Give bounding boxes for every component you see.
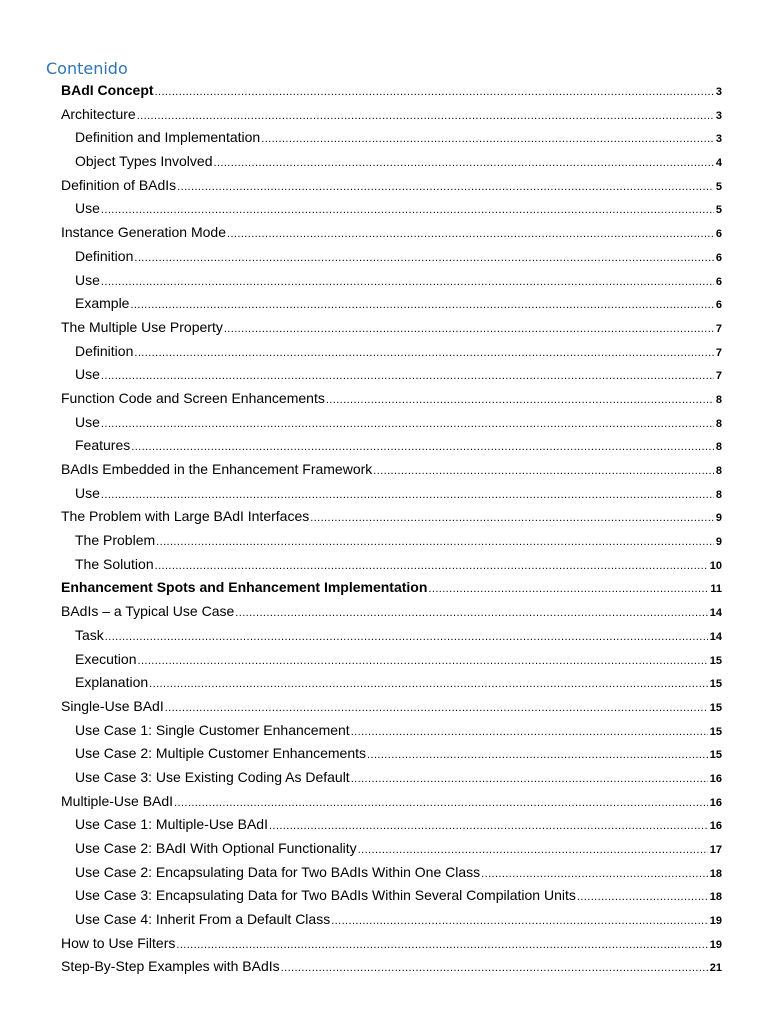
dot-leader <box>227 223 714 247</box>
toc-entry-title: The Problem with Large BAdI Interfaces <box>61 508 310 525</box>
toc-entry[interactable] <box>61 387 722 411</box>
toc-entry-page-number: 6 <box>715 299 722 312</box>
dot-leader <box>174 792 708 816</box>
toc-list <box>0 79 768 979</box>
toc-entry-page-number: 8 <box>715 488 722 501</box>
dot-leader <box>261 128 714 152</box>
toc-entry[interactable] <box>75 245 722 269</box>
toc-entry-page-number: 5 <box>715 180 722 193</box>
toc-entry[interactable] <box>75 813 722 837</box>
toc-entry-page-number: 19 <box>709 938 722 951</box>
toc-entry-title: Definition and Implementation <box>75 129 261 146</box>
toc-entry-title: Definition of BAdIs <box>61 176 177 193</box>
toc-entry-page-number: 7 <box>715 370 722 383</box>
toc-entry-title: Use <box>75 366 100 383</box>
toc-entry-title: Use Case 4: Inherit From a Default Class <box>75 911 331 928</box>
toc-entry-title: Multiple-Use BAdI <box>61 792 174 809</box>
dot-leader <box>149 673 708 697</box>
toc-entry-page-number: 14 <box>709 630 722 643</box>
toc-entry[interactable] <box>75 837 722 861</box>
dot-leader <box>269 815 708 839</box>
dot-leader <box>105 626 708 650</box>
toc-entry-title: BAdIs Embedded in the Enhancement Framework <box>61 461 373 477</box>
toc-entry-title: Architecture <box>61 105 136 122</box>
dot-leader <box>358 839 708 863</box>
toc-entry-title: Use Case 3: Encapsulating Data for Two BAdIs Within Several Compilation Units <box>75 887 576 904</box>
toc-entry-page-number: 17 <box>709 844 722 856</box>
dot-leader <box>131 436 714 460</box>
dot-leader <box>373 460 714 484</box>
dot-leader <box>101 199 714 223</box>
toc-entry[interactable] <box>75 529 722 553</box>
toc-entry-title: Use Case 1: Single Customer Enhancement <box>75 721 350 738</box>
dot-leader <box>156 531 714 555</box>
toc-entry-page-number: 18 <box>709 867 722 880</box>
toc-entry[interactable] <box>75 292 722 316</box>
toc-entry-title: Use <box>75 484 100 501</box>
toc-entry-page-number: 15 <box>709 654 722 667</box>
toc-entry-title: Use Case 2: Multiple Customer Enhancements <box>75 745 367 762</box>
toc-entry-title: How to Use Filters <box>61 934 176 951</box>
toc-entry[interactable] <box>75 434 722 458</box>
toc-entry-title: Single-Use BAdI <box>61 697 164 714</box>
toc-entry[interactable] <box>61 103 722 127</box>
dot-leader <box>134 342 714 366</box>
toc-entry-title: Use Case 1: Multiple-Use BAdI <box>75 816 268 833</box>
toc-entry-page-number: 9 <box>715 512 722 525</box>
dot-leader <box>310 507 714 531</box>
dot-leader <box>331 910 708 934</box>
toc-entry[interactable] <box>61 790 722 814</box>
toc-entry-title: Use <box>75 413 100 430</box>
toc-entry-page-number: 18 <box>709 891 722 904</box>
toc-entry[interactable] <box>75 126 722 150</box>
toc-entry-page-number: 4 <box>715 157 722 170</box>
toc-entry-page-number: 6 <box>715 228 722 241</box>
toc-entry[interactable] <box>61 174 722 198</box>
toc-entry-title: Function Code and Screen Enhancements <box>61 389 325 406</box>
toc-entry-title: Definition <box>75 247 134 264</box>
toc-entry-page-number: 15 <box>709 749 722 762</box>
dot-leader <box>137 105 714 129</box>
toc-entry[interactable] <box>75 150 722 174</box>
toc-entry[interactable] <box>75 340 722 364</box>
toc-entry[interactable] <box>61 576 722 600</box>
toc-entry[interactable] <box>75 861 722 885</box>
toc-entry[interactable] <box>75 884 722 908</box>
toc-entry-title: Use <box>75 271 100 288</box>
toc-entry-page-number: 19 <box>709 915 722 928</box>
toc-heading: Contenido <box>46 59 128 78</box>
toc-entry[interactable] <box>61 955 722 979</box>
toc-entry-title: Step-By-Step Examples with BAdIs <box>61 958 280 975</box>
toc-entry[interactable] <box>75 363 722 387</box>
toc-entry-title: Features <box>75 437 131 454</box>
toc-entry[interactable] <box>75 269 722 293</box>
dot-leader <box>130 294 713 318</box>
toc-entry-page-number: 9 <box>715 536 722 549</box>
toc-entry[interactable] <box>75 908 722 932</box>
toc-entry-page-number: 15 <box>709 678 722 691</box>
toc-entry-title: Object Types Involved <box>75 153 213 170</box>
toc-entry-title: Task <box>75 626 104 643</box>
toc-entry-page-number: 15 <box>709 725 722 738</box>
toc-entry-page-number: 5 <box>715 204 722 217</box>
dot-leader <box>326 389 714 413</box>
toc-entry-page-number: 14 <box>709 607 722 620</box>
dot-leader <box>101 271 714 295</box>
toc-entry[interactable] <box>61 600 722 624</box>
toc-entry-title: Execution <box>75 650 137 667</box>
toc-entry-page-number: 15 <box>709 701 722 714</box>
dot-leader <box>351 721 708 745</box>
dot-leader <box>155 555 708 579</box>
toc-entry-page-number: 8 <box>715 465 722 477</box>
toc-entry[interactable] <box>75 197 722 221</box>
toc-entry-page-number: 16 <box>709 772 722 785</box>
toc-entry-title: The Multiple Use Property <box>61 318 223 335</box>
toc-entry[interactable] <box>75 411 722 435</box>
toc-entry[interactable] <box>75 553 722 577</box>
toc-entry-page-number: 6 <box>715 251 722 264</box>
toc-entry-page-number: 10 <box>709 559 722 572</box>
toc-entry-page-number: 11 <box>710 583 722 596</box>
toc-entry[interactable] <box>61 695 722 719</box>
dot-leader <box>101 484 714 508</box>
dot-leader <box>176 934 707 958</box>
toc-entry-page-number: 8 <box>715 417 722 430</box>
dot-leader <box>224 318 714 342</box>
toc-entry[interactable] <box>61 932 722 956</box>
toc-entry-page-number: 8 <box>715 441 722 454</box>
toc-entry-title: The Solution <box>75 555 154 572</box>
dot-leader <box>165 697 708 721</box>
dot-leader <box>101 365 714 389</box>
toc-entry[interactable] <box>75 719 722 743</box>
toc-entry[interactable] <box>61 221 722 245</box>
toc-entry[interactable] <box>75 766 722 790</box>
toc-entry-title: Use Case 2: BAdI With Optional Functionality <box>75 840 357 856</box>
toc-entry-title: Instance Generation Mode <box>61 224 226 241</box>
toc-entry-page-number: 3 <box>715 86 722 98</box>
toc-entry-title: Use Case 2: Encapsulating Data for Two BAdIs Within One Class <box>75 863 481 880</box>
toc-entry-page-number: 6 <box>715 275 722 288</box>
toc-entry[interactable] <box>75 482 722 506</box>
toc-entry-page-number: 3 <box>715 109 722 122</box>
dot-leader <box>281 957 708 981</box>
toc-entry-page-number: 7 <box>715 346 722 359</box>
toc-entry[interactable] <box>61 505 722 529</box>
toc-entry-page-number: 21 <box>709 962 722 975</box>
dot-leader <box>134 247 714 271</box>
toc-entry-title: Use <box>75 200 100 217</box>
toc-entry-title: BAdIs – a Typical Use Case <box>61 603 235 620</box>
toc-entry-title: Example <box>75 295 130 312</box>
dot-leader <box>101 413 714 437</box>
toc-entry[interactable] <box>61 458 722 482</box>
toc-entry-title: Explanation <box>75 674 149 691</box>
dot-leader <box>155 81 714 105</box>
dot-leader <box>235 602 707 626</box>
toc-entry-page-number: 8 <box>715 393 722 406</box>
toc-entry-page-number: 3 <box>715 133 722 146</box>
dot-leader <box>213 152 713 176</box>
toc-entry[interactable] <box>61 79 722 103</box>
toc-entry[interactable] <box>75 624 722 648</box>
toc-entry[interactable] <box>75 648 722 672</box>
toc-entry[interactable] <box>61 316 722 340</box>
toc-entry-page-number: 7 <box>715 322 722 335</box>
toc-entry[interactable] <box>75 742 722 766</box>
toc-entry-page-number: 16 <box>709 820 722 833</box>
dot-leader <box>137 650 707 674</box>
dot-leader <box>367 744 708 768</box>
toc-entry-title: The Problem <box>75 532 156 549</box>
dot-leader <box>577 886 708 910</box>
toc-entry-title: BAdI Concept <box>61 82 154 98</box>
dot-leader <box>481 863 708 887</box>
toc-entry-title: Enhancement Spots and Enhancement Implementation <box>61 579 428 596</box>
toc-entry-title: Definition <box>75 342 134 359</box>
dot-leader <box>351 768 708 792</box>
dot-leader <box>177 176 714 200</box>
toc-entry[interactable] <box>75 671 722 695</box>
toc-entry-page-number: 16 <box>709 796 722 809</box>
toc-entry-title: Use Case 3: Use Existing Coding As Default <box>75 768 350 785</box>
dot-leader <box>428 578 708 602</box>
